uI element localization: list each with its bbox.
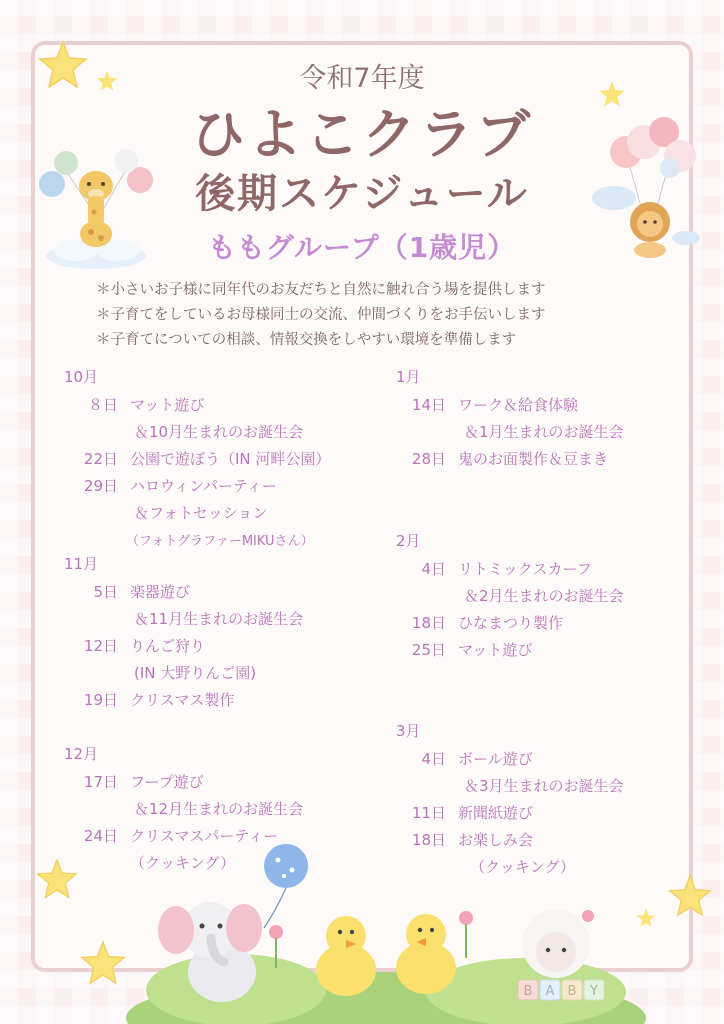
schedule-note: （クッキング） (130, 854, 236, 872)
schedule-event: マット遊び (458, 641, 533, 659)
schedule-row (72, 448, 330, 469)
svg-text:A: A (545, 984, 555, 999)
schedule-row (400, 748, 533, 769)
schedule-event: 楽器遊び (130, 583, 191, 601)
schedule-event: マット遊び (130, 396, 205, 414)
schedule-day: 24日 (83, 827, 118, 845)
schedule-row (400, 448, 608, 469)
schedule-note: ＆1月生まれのお誕生会 (464, 423, 624, 441)
star-icon (36, 858, 78, 900)
schedule-row (72, 689, 234, 710)
schedule-note: (IN 大野りんご園) (134, 664, 257, 682)
schedule-day: 11日 (411, 804, 446, 822)
schedule-row (72, 475, 277, 496)
schedule-event: 新聞紙遊び (458, 804, 534, 822)
schedule-event: 鬼のお面製作＆豆まき (458, 450, 609, 468)
schedule-day: 18日 (411, 614, 446, 632)
schedule-row (400, 394, 578, 415)
schedule-row (400, 612, 563, 633)
schedule-note: ＆2月生まれのお誕生会 (464, 587, 624, 605)
schedule-event: フープ遊び (130, 773, 204, 791)
schedule-note: ＆10月生まれのお誕生会 (134, 423, 304, 441)
svg-text:Y: Y (590, 984, 598, 999)
schedule-day: 17日 (83, 773, 118, 791)
schedule-day: 4日 (421, 560, 446, 578)
month-heading-feb: 2月 (396, 532, 421, 550)
schedule-day: 29日 (83, 477, 118, 495)
schedule-note: ＆3月生まれのお誕生会 (464, 777, 624, 795)
schedule-event: クリスマスパーティー (130, 827, 279, 845)
schedule-note: ＆11月生まれのお誕生会 (134, 610, 304, 628)
schedule-title: 後期スケジュール (195, 171, 529, 217)
schedule-event: ワーク＆給食体験 (458, 396, 579, 414)
schedule-event: クリスマス製作 (130, 691, 235, 709)
schedule-row (400, 558, 592, 579)
schedule-row (72, 394, 204, 415)
svg-text:B: B (523, 984, 533, 999)
schedule-day: 28日 (411, 450, 446, 468)
schedule-row (400, 639, 532, 660)
schedule-day: 25日 (411, 641, 446, 659)
schedule-event: お楽しみ会 (458, 831, 534, 849)
schedule-note: （クッキング） (470, 858, 576, 876)
schedule-day: 18日 (411, 831, 446, 849)
club-title: ひよこクラブ (191, 103, 533, 166)
group-title: ももグループ（1歳児） (207, 231, 517, 264)
schedule-day: ８日 (87, 396, 118, 414)
schedule-row (72, 581, 190, 602)
intro-line: ＊子育てについての相談、情報交換をしやすい環境を準備します (96, 332, 517, 348)
intro-line: ＊子育てをしているお母様同士の交流、仲間づくりをお手伝いします (96, 307, 546, 323)
schedule-event: リトミックスカーフ (458, 560, 592, 578)
month-heading-jan: 1月 (396, 368, 421, 386)
schedule-day: 22日 (83, 450, 118, 468)
star-icon (668, 874, 712, 918)
schedule-day: 4日 (421, 750, 446, 768)
fiscal-year-label: 令和7年度 (299, 63, 425, 94)
schedule-row (400, 829, 533, 850)
intro-line: ＊小さいお子様に同年代のお友だちと自然に触れ合う場を提供します (96, 282, 546, 298)
svg-text:B: B (567, 984, 577, 999)
schedule-event: 公園で遊ぼう（IN 河畔公園） (130, 450, 331, 468)
schedule-note: ＆フォトセッション (134, 504, 268, 522)
month-heading-nov: 11月 (64, 555, 99, 573)
schedule-event: りんご狩り (130, 637, 206, 655)
schedule-day: 12日 (83, 637, 118, 655)
schedule-note: （フォトグラファーMIKUさん） (126, 534, 314, 549)
star-icon (80, 940, 126, 986)
schedule-event: ハロウィンパーティー (130, 477, 277, 495)
month-heading-dec: 12月 (64, 745, 99, 763)
schedule-row (72, 771, 204, 792)
schedule-row (72, 825, 278, 846)
schedule-row (72, 635, 205, 656)
intro-list (96, 278, 656, 353)
schedule-day: 5日 (93, 583, 118, 601)
month-heading-oct: 10月 (64, 368, 99, 386)
schedule-note: ＆12月生まれのお誕生会 (134, 800, 304, 818)
schedule-day: 19日 (83, 691, 118, 709)
schedule-day: 14日 (411, 396, 446, 414)
schedule-row (400, 802, 533, 823)
schedule-event: ボール遊び (458, 750, 533, 768)
month-heading-mar: 3月 (396, 722, 421, 740)
schedule-event: ひなまつり製作 (458, 614, 564, 632)
